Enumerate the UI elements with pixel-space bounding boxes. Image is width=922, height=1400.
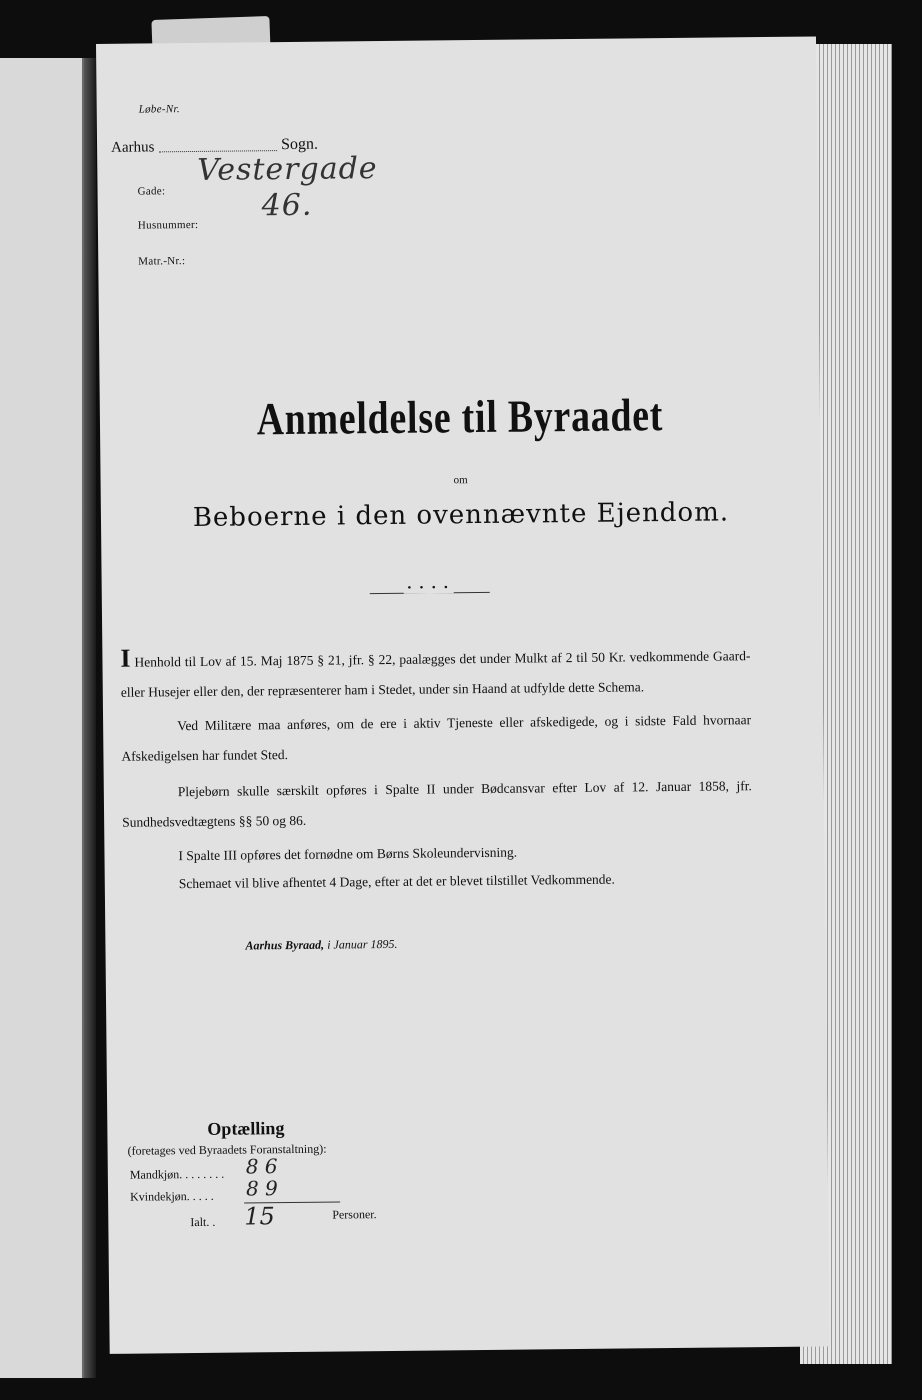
paragraph-4: I Spalte III opføres det fornødne om Børns Skoleundervisning. [178, 844, 518, 864]
count-subtitle: (foretages ved Byraadets Foranstaltning): [127, 1141, 327, 1158]
paragraph-5: Schemaet vil blive afhentet 4 Dage, efter at det er blevet tilstillet Vedkommende. [178, 871, 615, 892]
page-title: Anmeldelse til Byraadet [256, 389, 664, 445]
gade-handwritten: Vestergade [197, 151, 378, 188]
ornamental-divider [370, 592, 490, 594]
kvindekjon-label: Kvindekjøn [129, 1189, 187, 1204]
signature-body: Aarhus Byraad, [245, 937, 325, 953]
document-page [96, 36, 830, 1353]
paragraph-2: Ved Militære maa anføres, om de ere i aktiv Tjeneste eller afskedigede, og i sidste Fald hvornaar Afskedigelsen har fundet Sted. [121, 712, 752, 764]
personer-label: Personer. [332, 1207, 377, 1222]
sogn-label: Sogn. [280, 135, 319, 154]
ialt-row: Ialt.. [190, 1214, 219, 1230]
husnummer-handwritten: 46. [261, 187, 313, 224]
matr-label: Matr.-Nr.: [138, 255, 186, 268]
drop-cap: I [120, 643, 131, 673]
count-title: Optælling [207, 1118, 285, 1139]
ialt-label: Ialt [190, 1214, 207, 1230]
signature-date: i Januar 1895. [327, 936, 398, 952]
mandkjon-row: Mandkjøn........ [129, 1166, 228, 1182]
lobe-nr-label: Løbe-Nr. [138, 103, 180, 116]
husnummer-label: Husnummer: [137, 218, 199, 232]
gade-label: Gade: [137, 185, 166, 198]
left-page [0, 58, 85, 1378]
mandkjon-handwritten: 8 6 [245, 1154, 278, 1179]
kvindekjon-handwritten: 8 9 [245, 1176, 278, 1201]
paragraph-3: Plejebørn skulle særskilt opføres i Spalte II under Bødcansvar efter Lov af 12. Januar 1858, jfr. Sundhedsvedtægtens §§ 50 og 86. [122, 778, 752, 830]
om-label: om [453, 474, 468, 487]
kvindekjon-row: Kvindekjøn..... [129, 1188, 217, 1204]
page-subtitle: Beboerne i den ovennævnte Ejendom. [192, 497, 730, 534]
city-label: Aarhus [111, 139, 155, 156]
ialt-handwritten: 15 [244, 1202, 275, 1231]
signature [245, 937, 397, 954]
paragraph-1 [120, 637, 751, 708]
mandkjon-label: Mandkjøn [129, 1167, 180, 1182]
paragraph-1-text: Henhold til Lov af 15. Maj 1875 § 21, jfr. § 22, paalægges det under Mulkt af 2 til 50 Kr. vedkommende Gaard- eller Husejer eller den, der repræsenterer ham i Stedet, under sin Haand at udfylde dette Schema. [120, 648, 751, 700]
